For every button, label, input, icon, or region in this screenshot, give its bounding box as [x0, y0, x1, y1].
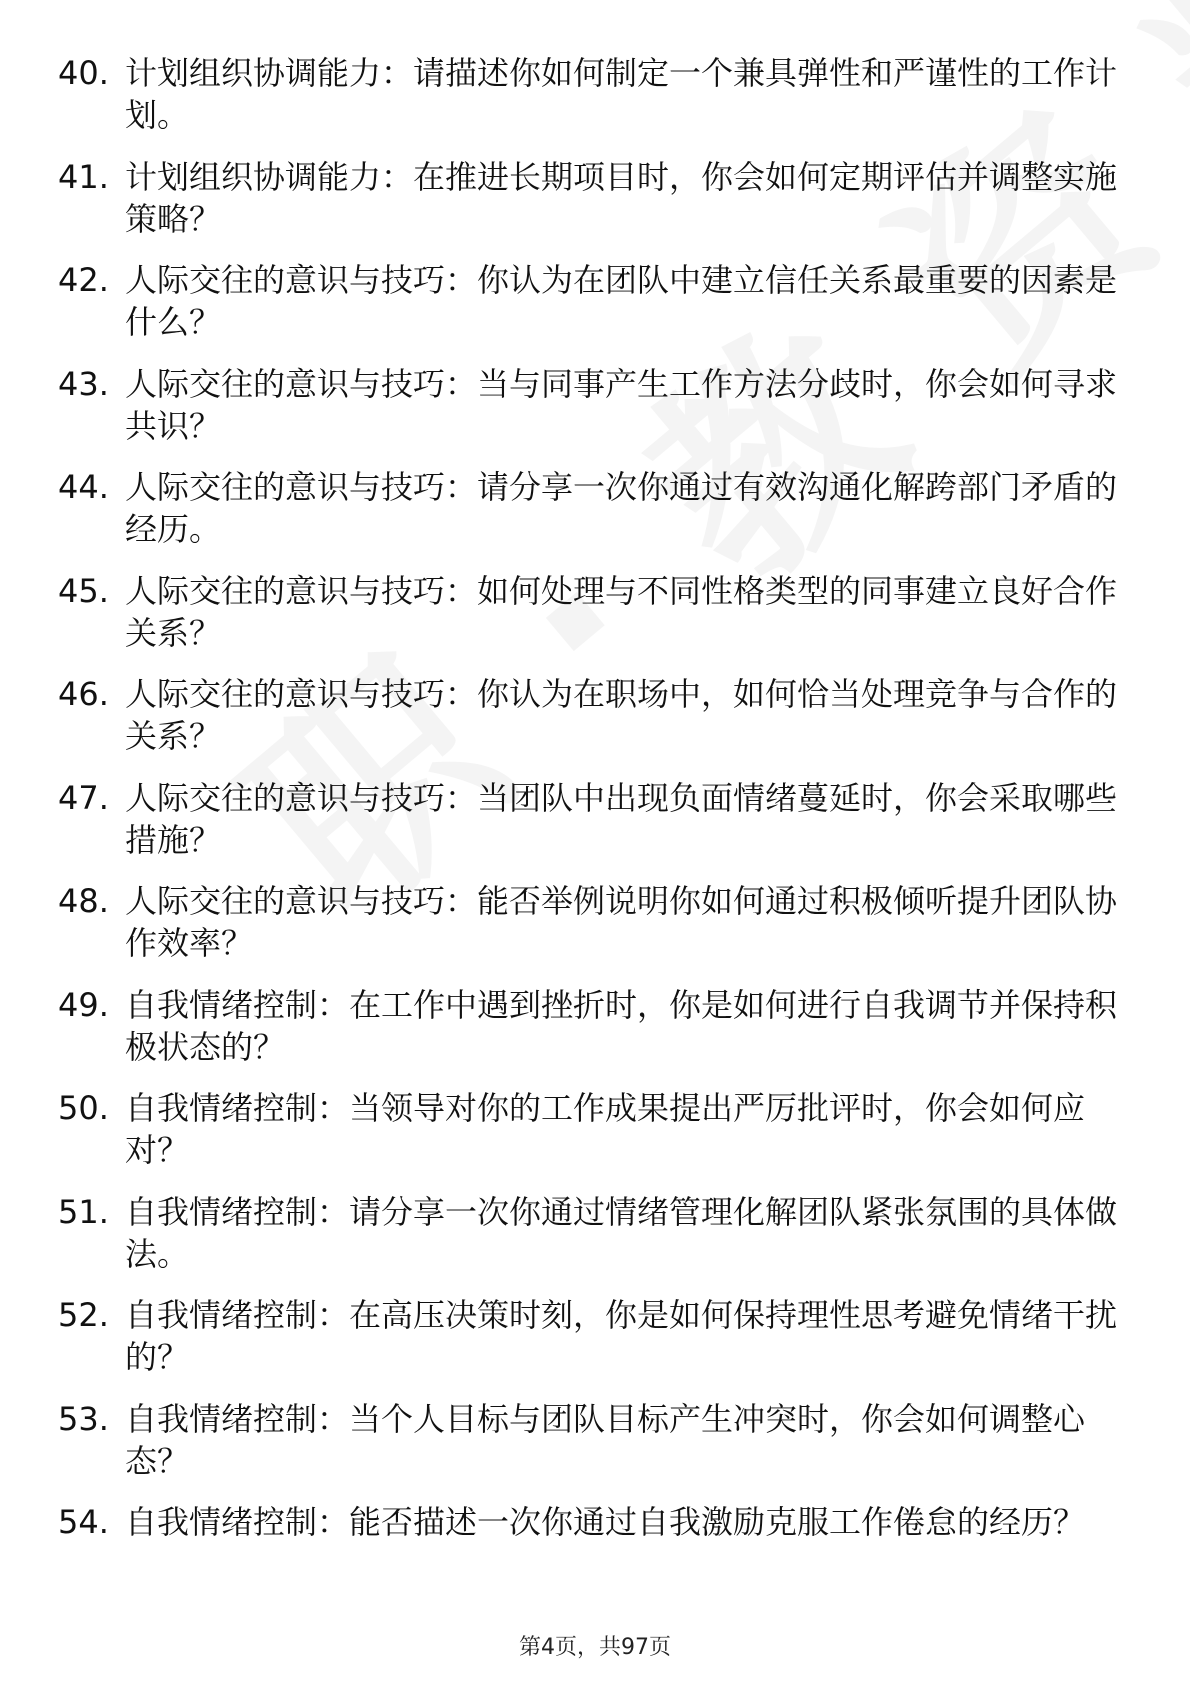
question-number: 41. [58, 157, 109, 196]
question-number: 51. [58, 1192, 109, 1231]
question-text: 自我情绪控制：当个人目标与团队目标产生冲突时，你会如何调整心态？ [125, 1399, 1086, 1480]
question-text: 人际交往的意识与技巧：请分享一次你通过有效沟通化解跨部门矛盾的经历。 [125, 468, 1118, 548]
question-text: 人际交往的意识与技巧：当与同事产生工作方法分歧时，你会如何寻求共识？ [125, 364, 1118, 445]
question-text: 自我情绪控制：当领导对你的工作成果提出严厉批评时，你会如何应对？ [125, 1089, 1086, 1169]
question-number: 40. [58, 54, 109, 92]
question-number: 54. [58, 1503, 109, 1541]
question-item [0, 1294, 1190, 1398]
question-item [0, 880, 1190, 984]
question-number: 44. [58, 468, 109, 506]
question-item [0, 259, 1190, 363]
question-item [0, 777, 1190, 881]
question-text: 计划组织协调能力：在推进长期项目时，你会如何定期评估并调整实施策略？ [125, 157, 1118, 238]
question-text: 自我情绪控制：能否描述一次你通过自我激励克服工作倦怠的经历？ [125, 1503, 1086, 1541]
question-item [0, 673, 1190, 777]
question-item [0, 1501, 1190, 1605]
question-text: 人际交往的意识与技巧：你认为在职场中，如何恰当处理竞争与合作的关系？ [125, 675, 1118, 755]
question-number: 43. [58, 364, 109, 403]
question-text: 人际交往的意识与技巧：如何处理与不同性格类型的同事建立良好合作关系？ [125, 571, 1118, 652]
question-number: 53. [58, 1399, 109, 1438]
question-number: 49. [58, 985, 109, 1024]
question-item [0, 156, 1190, 260]
question-item [0, 570, 1190, 674]
question-item [0, 1087, 1190, 1191]
question-text: 自我情绪控制：在工作中遇到挫折时，你是如何进行自我调节并保持积极状态的？ [125, 985, 1118, 1066]
question-text: 人际交往的意识与技巧：能否举例说明你如何通过积极倾听提升团队协作效率？ [125, 882, 1118, 962]
question-item [0, 363, 1190, 467]
page-footer: 第4页，共97页 [519, 1635, 671, 1660]
question-text: 计划组织协调能力：请描述你如何制定一个兼具弹性和严谨性的工作计划。 [125, 54, 1118, 134]
question-number: 46. [58, 675, 109, 713]
question-number: 45. [58, 571, 109, 610]
question-text: 人际交往的意识与技巧：你认为在团队中建立信任关系最重要的因素是什么？ [125, 261, 1118, 341]
question-text: 自我情绪控制：请分享一次你通过情绪管理化解团队紧张氛围的具体做法。 [125, 1192, 1118, 1273]
question-item [0, 984, 1190, 1088]
question-text: 自我情绪控制：在高压决策时刻，你是如何保持理性思考避免情绪干扰的？ [125, 1296, 1118, 1376]
question-text: 人际交往的意识与技巧：当团队中出现负面情绪蔓延时，你会采取哪些措施？ [125, 778, 1118, 859]
question-list [0, 52, 1190, 1605]
question-item [0, 1398, 1190, 1502]
question-item [0, 52, 1190, 156]
question-number: 48. [58, 882, 109, 920]
question-number: 50. [58, 1089, 109, 1127]
question-number: 47. [58, 778, 109, 817]
question-item [0, 1191, 1190, 1295]
question-number: 52. [58, 1296, 109, 1334]
question-number: 42. [58, 261, 109, 299]
question-item [0, 466, 1190, 570]
